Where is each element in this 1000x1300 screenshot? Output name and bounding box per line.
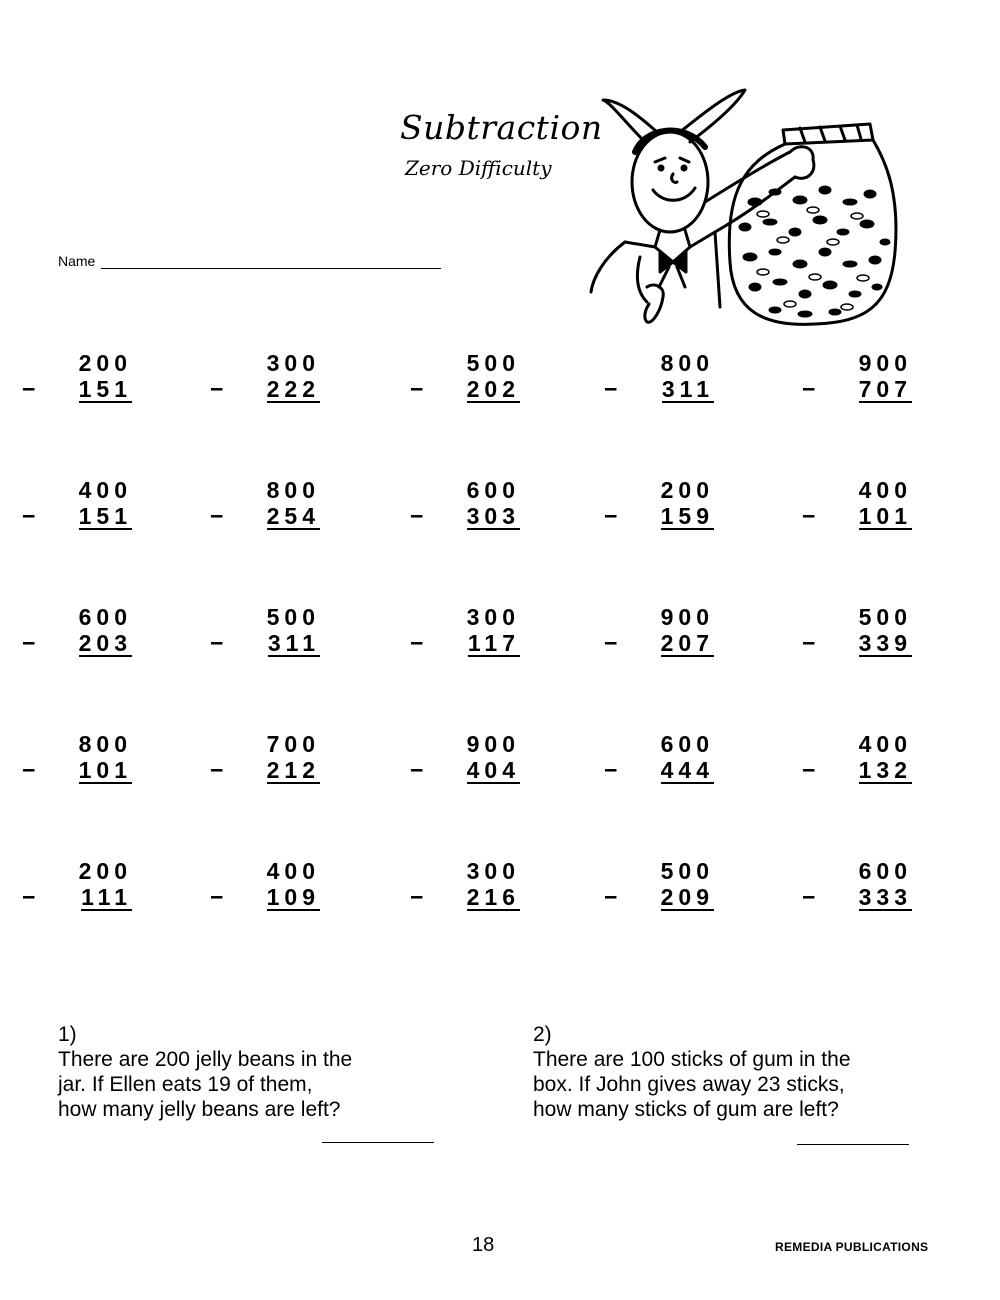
subtrahend-row xyxy=(22,503,132,529)
subtraction-problem xyxy=(410,858,520,910)
word-problem-line: how many sticks of gum are left? xyxy=(533,1098,839,1121)
minus-sign: − xyxy=(604,503,623,529)
minus-sign: − xyxy=(410,630,429,656)
subtrahend-row xyxy=(802,757,912,783)
subtrahend-row xyxy=(410,376,520,402)
minus-sign: − xyxy=(210,757,229,783)
subtrahend: 222 xyxy=(266,376,320,402)
minus-sign: − xyxy=(22,376,41,402)
subtraction-problem xyxy=(802,350,912,402)
subtraction-problem xyxy=(410,477,520,529)
subtrahend: 202 xyxy=(466,376,520,402)
subtrahend-row xyxy=(210,884,320,910)
subtrahend-row xyxy=(604,376,714,402)
publisher-name: REMEDIA PUBLICATIONS xyxy=(775,1240,929,1254)
minuend: 800 xyxy=(660,350,714,376)
subtraction-problem xyxy=(210,604,320,656)
subtraction-problem xyxy=(410,731,520,783)
subtrahend-row xyxy=(802,630,912,656)
name-line[interactable] xyxy=(101,256,441,269)
subtrahend: 101 xyxy=(858,503,912,529)
subtrahend-row xyxy=(604,757,714,783)
minus-sign: − xyxy=(410,503,429,529)
word-problem-2 xyxy=(533,1022,851,1122)
minuend: 400 xyxy=(266,858,320,884)
subtrahend: 444 xyxy=(660,757,714,783)
minuend: 500 xyxy=(466,350,520,376)
subtrahend-row xyxy=(802,376,912,402)
subtrahend-row xyxy=(22,376,132,402)
name-label: Name xyxy=(58,253,96,269)
minuend: 400 xyxy=(858,477,912,503)
worksheet-subtitle: Zero Difficulty xyxy=(405,156,552,180)
minus-sign: − xyxy=(22,884,41,910)
subtrahend: 311 xyxy=(267,630,320,656)
subtrahend: 303 xyxy=(466,503,520,529)
minus-sign: − xyxy=(802,376,821,402)
subtraction-problem xyxy=(802,858,912,910)
answer-line-1[interactable] xyxy=(322,1142,434,1143)
word-problem-1 xyxy=(58,1022,352,1122)
subtraction-problem xyxy=(604,604,714,656)
minuend: 800 xyxy=(266,477,320,503)
subtraction-problem xyxy=(802,477,912,529)
minus-sign: − xyxy=(410,376,429,402)
subtrahend: 151 xyxy=(78,503,132,529)
minuend: 600 xyxy=(858,858,912,884)
minus-sign: − xyxy=(410,757,429,783)
subtrahend-row xyxy=(604,884,714,910)
word-problem-number: 2) xyxy=(533,1023,552,1046)
worksheet-title: Subtraction xyxy=(400,108,603,147)
minuend: 300 xyxy=(466,858,520,884)
subtraction-problem xyxy=(802,604,912,656)
minuend: 300 xyxy=(266,350,320,376)
subtrahend-row xyxy=(210,503,320,529)
minus-sign: − xyxy=(410,884,429,910)
minuend: 200 xyxy=(78,350,132,376)
minus-sign: − xyxy=(604,884,623,910)
subtrahend-row xyxy=(210,376,320,402)
subtrahend: 707 xyxy=(858,376,912,402)
subtraction-problem xyxy=(604,731,714,783)
subtrahend-row xyxy=(604,503,714,529)
minus-sign: − xyxy=(802,503,821,529)
minuend: 500 xyxy=(266,604,320,630)
minus-sign: − xyxy=(210,376,229,402)
subtrahend-row xyxy=(210,757,320,783)
subtraction-problem xyxy=(22,731,132,783)
minus-sign: − xyxy=(22,757,41,783)
minus-sign: − xyxy=(210,884,229,910)
subtraction-problem xyxy=(22,858,132,910)
minus-sign: − xyxy=(210,503,229,529)
answer-line-2[interactable] xyxy=(797,1144,909,1145)
subtrahend: 117 xyxy=(467,630,520,656)
word-problem-line: box. If John gives away 23 sticks, xyxy=(533,1073,845,1096)
name-field xyxy=(58,253,441,269)
subtraction-problem xyxy=(210,731,320,783)
subtrahend: 212 xyxy=(266,757,320,783)
minuend: 200 xyxy=(78,858,132,884)
minuend: 500 xyxy=(660,858,714,884)
subtrahend: 203 xyxy=(78,630,132,656)
subtrahend: 311 xyxy=(661,376,714,402)
word-problem-number: 1) xyxy=(58,1023,77,1046)
subtrahend: 132 xyxy=(858,757,912,783)
minus-sign: − xyxy=(604,630,623,656)
minus-sign: − xyxy=(604,757,623,783)
subtrahend: 209 xyxy=(660,884,714,910)
minus-sign: − xyxy=(802,757,821,783)
subtrahend-row xyxy=(22,884,132,910)
subtrahend-row xyxy=(22,630,132,656)
subtrahend-row xyxy=(410,630,520,656)
subtraction-problem xyxy=(22,350,132,402)
minus-sign: − xyxy=(802,630,821,656)
subtraction-problem xyxy=(604,477,714,529)
subtrahend: 109 xyxy=(266,884,320,910)
minuend: 300 xyxy=(466,604,520,630)
minuend: 900 xyxy=(858,350,912,376)
subtrahend: 101 xyxy=(78,757,132,783)
subtraction-problem xyxy=(604,350,714,402)
page-number: 18 xyxy=(472,1234,495,1256)
subtrahend-row xyxy=(410,503,520,529)
subtraction-problem xyxy=(210,858,320,910)
subtrahend-row xyxy=(410,757,520,783)
subtrahend-row xyxy=(210,630,320,656)
subtraction-problem xyxy=(22,604,132,656)
subtraction-problem xyxy=(604,858,714,910)
minuend: 900 xyxy=(660,604,714,630)
minus-sign: − xyxy=(22,630,41,656)
minuend: 400 xyxy=(858,731,912,757)
minuend: 600 xyxy=(78,604,132,630)
subtrahend: 339 xyxy=(858,630,912,656)
minus-sign: − xyxy=(604,376,623,402)
minuend: 800 xyxy=(78,731,132,757)
subtrahend: 333 xyxy=(858,884,912,910)
minuend: 200 xyxy=(660,477,714,503)
girl-with-jelly-bean-jar-illustration xyxy=(585,82,905,332)
subtrahend: 254 xyxy=(266,503,320,529)
minus-sign: − xyxy=(22,503,41,529)
subtraction-problem xyxy=(410,350,520,402)
subtraction-problem xyxy=(210,477,320,529)
subtrahend: 404 xyxy=(466,757,520,783)
subtrahend-row xyxy=(22,757,132,783)
subtrahend: 216 xyxy=(466,884,520,910)
word-problem-line: There are 100 sticks of gum in the xyxy=(533,1048,851,1071)
subtrahend-row xyxy=(802,884,912,910)
minuend: 600 xyxy=(660,731,714,757)
minuend: 400 xyxy=(78,477,132,503)
subtrahend-row xyxy=(410,884,520,910)
word-problem-line: There are 200 jelly beans in the xyxy=(58,1048,353,1071)
subtrahend-row xyxy=(802,503,912,529)
subtrahend: 207 xyxy=(660,630,714,656)
subtraction-problem xyxy=(22,477,132,529)
minus-sign: − xyxy=(802,884,821,910)
minuend: 500 xyxy=(858,604,912,630)
subtraction-problem xyxy=(410,604,520,656)
word-problem-line: jar. If Ellen eats 19 of them, xyxy=(58,1073,313,1096)
subtrahend: 151 xyxy=(78,376,132,402)
minus-sign: − xyxy=(210,630,229,656)
word-problem-line: how many jelly beans are left? xyxy=(58,1098,341,1121)
minuend: 900 xyxy=(466,731,520,757)
subtrahend-row xyxy=(604,630,714,656)
subtrahend: 159 xyxy=(660,503,714,529)
minuend: 600 xyxy=(466,477,520,503)
subtraction-problem xyxy=(210,350,320,402)
subtrahend: 111 xyxy=(81,884,132,910)
minuend: 700 xyxy=(266,731,320,757)
subtraction-problem xyxy=(802,731,912,783)
